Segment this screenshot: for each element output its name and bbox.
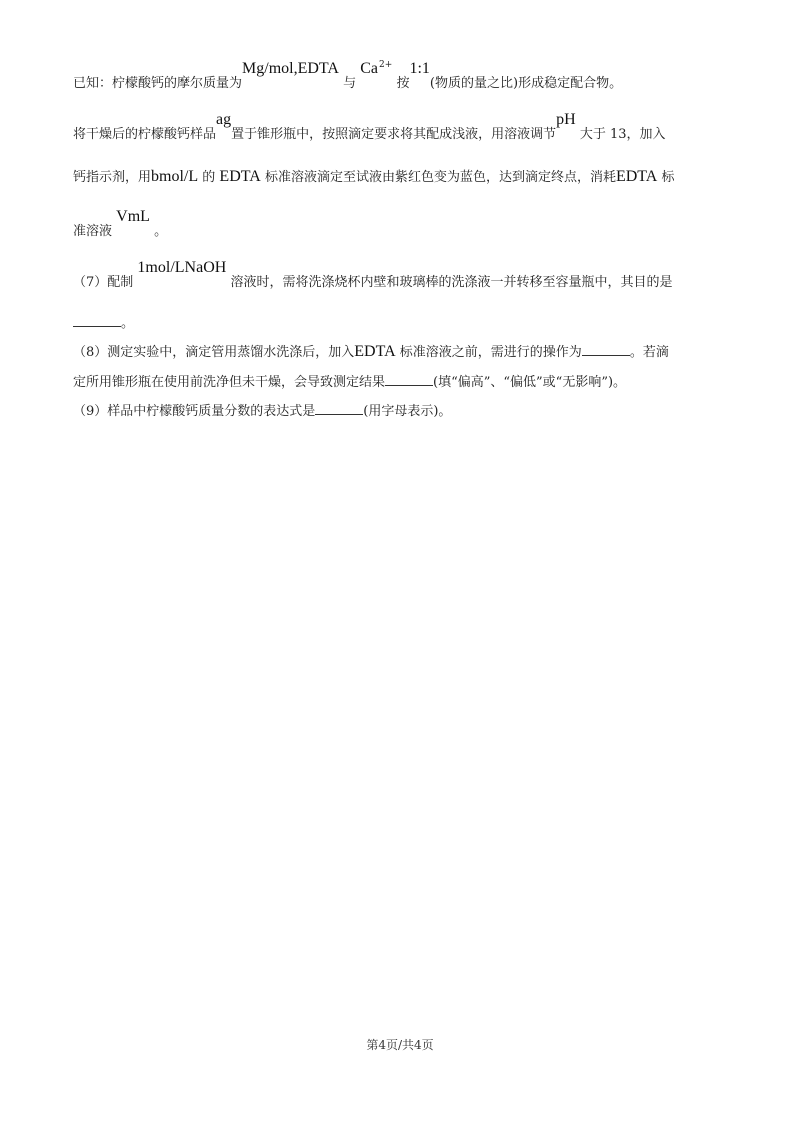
formula-calcium: Ca xyxy=(360,60,379,77)
question-7-line xyxy=(73,259,673,292)
answer-blank[interactable] xyxy=(385,373,433,386)
formula-concentration: bmol/L xyxy=(151,168,199,185)
text: (填“偏高”、“偏低”或“无影响”)。 xyxy=(433,375,627,390)
question-8-line-2 xyxy=(73,373,626,392)
answer-blank[interactable] xyxy=(582,343,630,356)
formula-edta: EDTA xyxy=(354,343,396,360)
formula-ph: pH xyxy=(556,111,576,128)
formula-ratio: 1:1 xyxy=(409,60,430,77)
formula-edta: EDTA xyxy=(219,168,261,185)
formula-molar-mass: Mg/mol,EDTA xyxy=(242,60,339,77)
question-9-line xyxy=(73,402,451,421)
text: 准溶液 xyxy=(73,224,113,239)
text: 标准溶液之前，需进行的操作为 xyxy=(399,345,582,360)
text: (物质的量之比)形成稳定配合物。 xyxy=(429,76,623,91)
procedure-line-2 xyxy=(73,168,674,187)
text: 与 xyxy=(343,76,357,91)
page-number: 第4页/共4页 xyxy=(366,1038,434,1052)
formula-sample-mass: ag xyxy=(216,111,232,128)
text: 标准溶液滴定至试液由紫红色变为蓝色，达到滴定终点，消耗 xyxy=(264,170,616,185)
answer-blank[interactable] xyxy=(73,314,121,327)
text: 将干燥后的柠檬酸钙样品 xyxy=(73,127,217,142)
formula-edta: EDTA xyxy=(615,168,658,185)
question-9-text: （9）样品中柠檬酸钙质量分数的表达式是 xyxy=(73,404,316,419)
text: 钙指示剂，用 xyxy=(73,170,152,185)
text: 定所用锥形瓶在使用前洗净但未干燥，会导致测定结果 xyxy=(73,375,386,390)
text: 置于锥形瓶中，按照滴定要求将其配成浅液，用溶液调节 xyxy=(231,127,557,142)
text: 的 xyxy=(202,170,216,185)
procedure-line-3 xyxy=(73,208,168,241)
text: (用字母表示)。 xyxy=(363,404,452,419)
text: 溶液时，需将洗涤烧杯内壁和玻璃棒的洗涤液一并转移至容量瓶中，其目的是 xyxy=(230,275,673,290)
question-8-text: （8）测定实验中，滴定管用蒸馏水洗涤后，加入 xyxy=(73,345,355,360)
formula-volume: VmL xyxy=(116,208,150,225)
question-7-answer-line xyxy=(73,314,134,333)
known-info-line xyxy=(73,60,623,94)
question-8-line-1 xyxy=(73,343,669,362)
text: 已知：柠檬酸钙的摩尔质量为 xyxy=(73,76,243,91)
text: 。 xyxy=(121,316,135,331)
formula-naoh: 1mol/LNaOH xyxy=(137,259,227,276)
text: 按 xyxy=(396,76,410,91)
text: 标 xyxy=(661,170,675,185)
procedure-line-1 xyxy=(73,111,666,144)
charge-superscript: 2+ xyxy=(379,60,393,70)
text: 。若滴 xyxy=(629,345,669,360)
text: 。 xyxy=(154,224,168,239)
text: 大于 13，加入 xyxy=(579,127,666,142)
question-7-text: （7）配制 xyxy=(73,275,134,290)
answer-blank[interactable] xyxy=(315,402,363,415)
